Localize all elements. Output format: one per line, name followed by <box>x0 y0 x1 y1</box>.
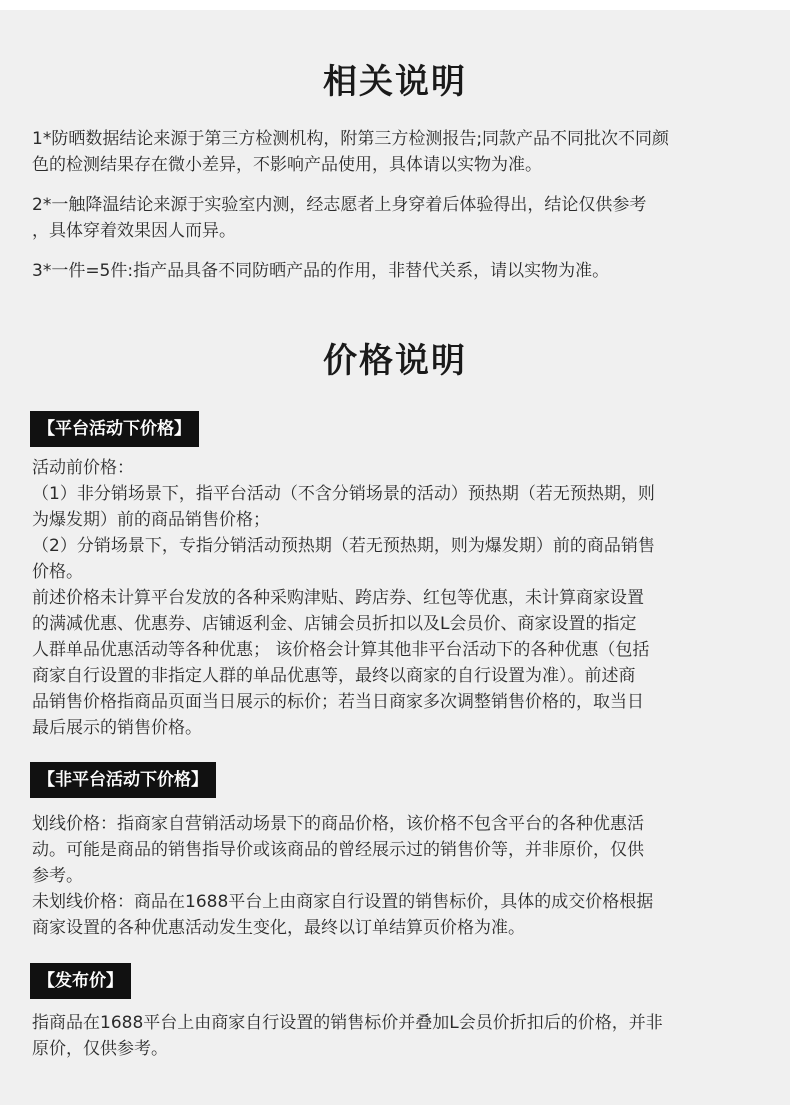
platform-price-tag: 【平台活动下价格】 <box>30 411 199 447</box>
non-platform-line: 商家设置的各种优惠活动发生变化，最终以订单结算页价格为准。 <box>32 918 525 938</box>
note-3 <box>32 258 760 284</box>
non-platform-line: 动。可能是商品的销售指导价或该商品的曾经展示过的销售价等，并非原价，仅供 <box>32 840 644 860</box>
section-title-related-notes: 相关说明 <box>323 62 467 102</box>
note-2 <box>32 192 760 244</box>
release-price-text <box>32 1010 760 1062</box>
platform-line: 前述价格未计算平台发放的各种采购津贴、跨店券、红包等优惠，未计算商家设置 <box>32 588 644 608</box>
note-2-line-2: ，具体穿着效果因人而异。 <box>32 221 236 241</box>
platform-line: 最后展示的销售价格。 <box>32 718 202 738</box>
platform-line: 活动前价格： <box>32 458 134 478</box>
platform-line: 商家自行设置的非指定人群的单品优惠等，最终以商家的自行设置为准）。前述商 <box>32 666 636 686</box>
platform-line: 为爆发期）前的商品销售价格； <box>32 510 270 530</box>
non-platform-line: 划线价格：指商家自营销活动场景下的商品价格，该价格不包含平台的各种优惠活 <box>32 814 644 834</box>
note-1 <box>32 126 760 178</box>
platform-line: 价格。 <box>32 562 83 582</box>
non-platform-price-tag: 【非平台活动下价格】 <box>30 762 216 798</box>
non-platform-price-text <box>32 811 760 941</box>
top-band <box>0 0 790 10</box>
section-title-price-notes: 价格说明 <box>323 341 467 381</box>
release-price-tag: 【发布价】 <box>30 963 131 999</box>
note-1-line-2: 色的检测结果存在微小差异，不影响产品使用，具体请以实物为准。 <box>32 155 542 175</box>
platform-line: （2）分销场景下，专指分销活动预热期（若无预热期，则为爆发期）前的商品销售 <box>32 536 655 556</box>
platform-price-text <box>32 455 760 741</box>
platform-line: 的满减优惠、优惠券、店铺返利金、店铺会员折扣以及L会员价、商家设置的指定 <box>32 614 637 634</box>
non-platform-line: 未划线价格：商品在1688平台上由商家自行设置的销售标价，具体的成交价格根据 <box>32 892 654 912</box>
platform-line: 人群单品优惠活动等各种优惠； 该价格会计算其他非平台活动下的各种优惠（包括 <box>32 640 650 660</box>
platform-line: 品销售价格指商品页面当日展示的标价；若当日商家多次调整销售价格的，取当日 <box>32 692 644 712</box>
release-line: 指商品在1688平台上由商家自行设置的销售标价并叠加L会员价折扣后的价格，并非 <box>32 1013 663 1033</box>
note-1-line-1: 1*防晒数据结论来源于第三方检测机构，附第三方检测报告;同款产品不同批次不同颜 <box>32 129 670 149</box>
note-2-line-1: 2*一触降温结论来源于实验室内测，经志愿者上身穿着后体验得出，结论仅供参考 <box>32 195 647 215</box>
non-platform-line: 参考。 <box>32 866 83 886</box>
note-3-line-1: 3*一件=5件:指产品具备不同防晒产品的作用，非替代关系，请以实物为准。 <box>32 261 610 281</box>
platform-line: （1）非分销场景下，指平台活动（不含分销场景的活动）预热期（若无预热期，则 <box>32 484 655 504</box>
release-line: 原价，仅供参考。 <box>32 1039 168 1059</box>
